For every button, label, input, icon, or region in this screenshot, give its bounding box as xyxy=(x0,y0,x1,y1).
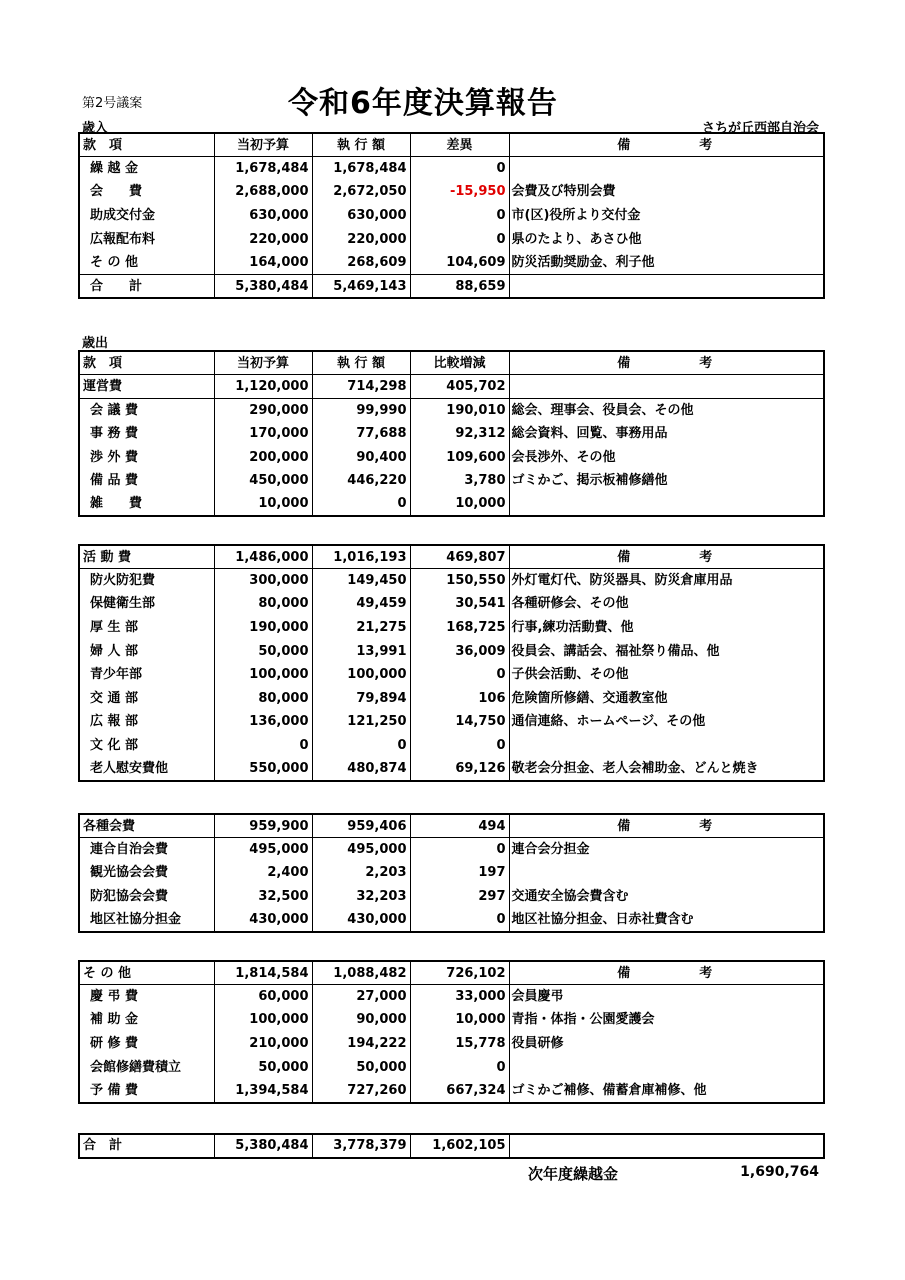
table-row xyxy=(79,861,824,885)
actual-cell: 13,991 xyxy=(312,639,410,663)
actual-cell: 27,000 xyxy=(312,985,410,1009)
table-row xyxy=(79,838,824,862)
diff-cell: 0 xyxy=(410,204,509,228)
budget-cell: 2,400 xyxy=(214,861,312,885)
note-cell xyxy=(509,157,824,181)
organization-name: さちが丘西部自治会 xyxy=(701,121,819,136)
diff-cell: -15,950 xyxy=(410,180,509,204)
actual-cell: 21,275 xyxy=(312,616,410,640)
note-cell xyxy=(509,375,824,399)
note-cell: 会長渉外、その他 xyxy=(509,445,824,469)
actual-cell: 99,990 xyxy=(312,398,410,422)
budget-cell: 550,000 xyxy=(214,757,312,781)
actual-cell: 268,609 xyxy=(312,251,410,275)
total-budget: 5,380,484 xyxy=(214,1134,312,1158)
budget-cell: 210,000 xyxy=(214,1032,312,1056)
item-name: 防火防犯費 xyxy=(79,569,214,593)
table-header xyxy=(79,351,824,375)
budget-cell: 1,120,000 xyxy=(214,375,312,399)
header-budget: 当初予算 xyxy=(214,133,312,157)
item-name: 研 修 費 xyxy=(79,1032,214,1056)
table-row xyxy=(79,493,824,517)
item-name: 運営費 xyxy=(79,375,214,399)
diff-cell: 494 xyxy=(410,814,509,838)
table-row xyxy=(79,469,824,493)
total-diff: 1,602,105 xyxy=(410,1134,509,1158)
item-name: 交 通 部 xyxy=(79,687,214,711)
budget-cell: 136,000 xyxy=(214,710,312,734)
actual-cell: 0 xyxy=(312,493,410,517)
budget-cell: 495,000 xyxy=(214,838,312,862)
table-row xyxy=(79,422,824,446)
table-row xyxy=(79,639,824,663)
actual-cell: 480,874 xyxy=(312,757,410,781)
actual-cell: 495,000 xyxy=(312,838,410,862)
item-name: 会 議 費 xyxy=(79,398,214,422)
budget-cell: 1,814,584 xyxy=(214,961,312,985)
diff-cell: 36,009 xyxy=(410,639,509,663)
document-number: 第2号議案 xyxy=(82,96,143,111)
item-name: 慶 弔 費 xyxy=(79,985,214,1009)
table-row xyxy=(79,710,824,734)
budget-cell: 200,000 xyxy=(214,445,312,469)
table-row xyxy=(79,734,824,758)
note-cell: 会員慶弔 xyxy=(509,985,824,1009)
item-name: 広報配布料 xyxy=(79,227,214,251)
section-header-row xyxy=(79,814,824,838)
note-cell: 会費及び特別会費 xyxy=(509,180,824,204)
budget-cell: 60,000 xyxy=(214,985,312,1009)
table-row xyxy=(79,251,824,275)
actual-cell: 1,678,484 xyxy=(312,157,410,181)
diff-cell: 469,807 xyxy=(410,545,509,569)
item-name: 各種会費 xyxy=(79,814,214,838)
actual-cell: 0 xyxy=(312,734,410,758)
diff-cell: 10,000 xyxy=(410,493,509,517)
diff-cell: 168,725 xyxy=(410,616,509,640)
actual-cell: 100,000 xyxy=(312,663,410,687)
note-cell: 危険箇所修繕、交通教室他 xyxy=(509,687,824,711)
table-row xyxy=(79,445,824,469)
diff-cell: 197 xyxy=(410,861,509,885)
table-row xyxy=(79,1032,824,1056)
diff-cell: 92,312 xyxy=(410,422,509,446)
item-name: 青少年部 xyxy=(79,663,214,687)
note-cell: 備 考 xyxy=(509,545,824,569)
diff-cell: 297 xyxy=(410,885,509,909)
note-cell: 青指・体指・公園愛護会 xyxy=(509,1008,824,1032)
diff-cell: 15,778 xyxy=(410,1032,509,1056)
note-cell: 通信連絡、ホームページ、その他 xyxy=(509,710,824,734)
expense-table-other xyxy=(78,960,825,1104)
budget-cell: 1,486,000 xyxy=(214,545,312,569)
table-row xyxy=(79,616,824,640)
total-label: 合 計 xyxy=(79,1134,214,1158)
page-title: 令和6年度決算報告 xyxy=(288,86,558,121)
carryover-label: 次年度繰越金 xyxy=(528,1165,619,1183)
budget-cell: 100,000 xyxy=(214,663,312,687)
item-name: 予 備 費 xyxy=(79,1079,214,1103)
actual-cell: 79,894 xyxy=(312,687,410,711)
budget-cell: 1,394,584 xyxy=(214,1079,312,1103)
note-cell: 備 考 xyxy=(509,961,824,985)
item-name: 補 助 金 xyxy=(79,1008,214,1032)
header-actual: 執 行 額 xyxy=(312,133,410,157)
budget-cell: 430,000 xyxy=(214,908,312,932)
item-name: 厚 生 部 xyxy=(79,616,214,640)
diff-cell: 405,702 xyxy=(410,375,509,399)
income-total-row xyxy=(79,275,824,299)
actual-cell: 2,672,050 xyxy=(312,180,410,204)
table-row xyxy=(79,885,824,909)
budget-cell: 290,000 xyxy=(214,398,312,422)
actual-cell: 50,000 xyxy=(312,1055,410,1079)
item-name: 活 動 費 xyxy=(79,545,214,569)
actual-cell: 727,260 xyxy=(312,1079,410,1103)
actual-cell: 630,000 xyxy=(312,204,410,228)
table-row xyxy=(79,204,824,228)
note-cell xyxy=(509,734,824,758)
note-cell: 子供会活動、その他 xyxy=(509,663,824,687)
expense-table-activities xyxy=(78,544,825,782)
actual-cell: 220,000 xyxy=(312,227,410,251)
item-name: 連合自治会費 xyxy=(79,838,214,862)
note-cell: ゴミかご、掲示板補修繕他 xyxy=(509,469,824,493)
diff-cell: 150,550 xyxy=(410,569,509,593)
expense-table-operations xyxy=(78,350,825,517)
budget-cell: 2,688,000 xyxy=(214,180,312,204)
expense-label: 歳出 xyxy=(82,336,109,351)
note-cell: 防災活動奨励金、利子他 xyxy=(509,251,824,275)
actual-cell: 194,222 xyxy=(312,1032,410,1056)
diff-cell: 104,609 xyxy=(410,251,509,275)
budget-cell: 10,000 xyxy=(214,493,312,517)
item-name: 渉 外 費 xyxy=(79,445,214,469)
header-budget: 当初予算 xyxy=(214,351,312,375)
diff-cell: 190,010 xyxy=(410,398,509,422)
item-name: 観光協会会費 xyxy=(79,861,214,885)
item-name: そ の 他 xyxy=(79,961,214,985)
note-cell: 役員研修 xyxy=(509,1032,824,1056)
note-cell xyxy=(509,861,824,885)
note-cell: 敬老会分担金、老人会補助金、どんと焼き xyxy=(509,757,824,781)
carryover-value: 1,690,764 xyxy=(740,1164,819,1180)
diff-cell: 14,750 xyxy=(410,710,509,734)
expense-total-table xyxy=(78,1133,825,1159)
diff-cell: 106 xyxy=(410,687,509,711)
header-item: 款 項 xyxy=(79,133,214,157)
income-label: 歳入 xyxy=(82,121,109,136)
budget-cell: 959,900 xyxy=(214,814,312,838)
diff-cell: 109,600 xyxy=(410,445,509,469)
table-row xyxy=(79,757,824,781)
diff-cell: 10,000 xyxy=(410,1008,509,1032)
diff-cell: 30,541 xyxy=(410,592,509,616)
diff-cell: 69,126 xyxy=(410,757,509,781)
actual-cell: 2,203 xyxy=(312,861,410,885)
actual-cell: 77,688 xyxy=(312,422,410,446)
note-cell: 総会、理事会、役員会、その他 xyxy=(509,398,824,422)
budget-cell: 1,678,484 xyxy=(214,157,312,181)
budget-cell: 450,000 xyxy=(214,469,312,493)
item-name: 会館修繕費積立 xyxy=(79,1055,214,1079)
diff-cell: 3,780 xyxy=(410,469,509,493)
budget-cell: 630,000 xyxy=(214,204,312,228)
diff-cell: 667,324 xyxy=(410,1079,509,1103)
item-name: 防犯協会会費 xyxy=(79,885,214,909)
budget-cell: 300,000 xyxy=(214,569,312,593)
note-cell: 役員会、講話会、福祉祭り備品、他 xyxy=(509,639,824,663)
item-name: 地区社協分担金 xyxy=(79,908,214,932)
header-actual: 執 行 額 xyxy=(312,351,410,375)
actual-cell: 90,400 xyxy=(312,445,410,469)
header-diff: 差異 xyxy=(410,133,509,157)
total-note xyxy=(509,275,824,299)
table-row xyxy=(79,398,824,422)
note-cell: 市(区)役所より交付金 xyxy=(509,204,824,228)
note-cell: 各種研修会、その他 xyxy=(509,592,824,616)
note-cell xyxy=(509,1055,824,1079)
diff-cell: 0 xyxy=(410,663,509,687)
budget-cell: 50,000 xyxy=(214,1055,312,1079)
actual-cell: 49,459 xyxy=(312,592,410,616)
actual-cell: 1,016,193 xyxy=(312,545,410,569)
actual-cell: 90,000 xyxy=(312,1008,410,1032)
item-name: 婦 人 部 xyxy=(79,639,214,663)
budget-cell: 50,000 xyxy=(214,639,312,663)
diff-cell: 0 xyxy=(410,1055,509,1079)
item-name: 備 品 費 xyxy=(79,469,214,493)
total-actual: 5,469,143 xyxy=(312,275,410,299)
actual-cell: 149,450 xyxy=(312,569,410,593)
section-header-row xyxy=(79,545,824,569)
diff-cell: 0 xyxy=(410,734,509,758)
note-cell: ゴミかご補修、備蓄倉庫補修、他 xyxy=(509,1079,824,1103)
diff-cell: 726,102 xyxy=(410,961,509,985)
item-name: そ の 他 xyxy=(79,251,214,275)
budget-cell: 100,000 xyxy=(214,1008,312,1032)
section-header-row xyxy=(79,375,824,399)
note-cell: 交通安全協会費含む xyxy=(509,885,824,909)
item-name: 保健衛生部 xyxy=(79,592,214,616)
item-name: 広 報 部 xyxy=(79,710,214,734)
table-row xyxy=(79,592,824,616)
item-name: 繰 越 金 xyxy=(79,157,214,181)
header-diff: 比較増減 xyxy=(410,351,509,375)
budget-cell: 80,000 xyxy=(214,687,312,711)
header-item: 款 項 xyxy=(79,351,214,375)
item-name: 事 務 費 xyxy=(79,422,214,446)
budget-cell: 170,000 xyxy=(214,422,312,446)
actual-cell: 714,298 xyxy=(312,375,410,399)
note-cell: 県のたより、あさひ他 xyxy=(509,227,824,251)
budget-cell: 190,000 xyxy=(214,616,312,640)
actual-cell: 32,203 xyxy=(312,885,410,909)
budget-cell: 80,000 xyxy=(214,592,312,616)
budget-cell: 0 xyxy=(214,734,312,758)
diff-cell: 0 xyxy=(410,908,509,932)
total-actual: 3,778,379 xyxy=(312,1134,410,1158)
table-row xyxy=(79,569,824,593)
note-cell: 備 考 xyxy=(509,814,824,838)
item-name: 助成交付金 xyxy=(79,204,214,228)
budget-cell: 32,500 xyxy=(214,885,312,909)
header-note: 備 考 xyxy=(509,351,824,375)
expense-table-fees xyxy=(78,813,825,933)
table-header xyxy=(79,133,824,157)
table-row xyxy=(79,985,824,1009)
table-row xyxy=(79,1079,824,1103)
item-name: 老人慰安費他 xyxy=(79,757,214,781)
table-row xyxy=(79,180,824,204)
note-cell: 総会資料、回覧、事務用品 xyxy=(509,422,824,446)
item-name: 雑 費 xyxy=(79,493,214,517)
budget-cell: 164,000 xyxy=(214,251,312,275)
note-cell xyxy=(509,493,824,517)
table-row xyxy=(79,227,824,251)
note-cell: 外灯電灯代、防災器具、防災倉庫用品 xyxy=(509,569,824,593)
item-name: 文 化 部 xyxy=(79,734,214,758)
actual-cell: 121,250 xyxy=(312,710,410,734)
diff-cell: 0 xyxy=(410,227,509,251)
item-name: 会 費 xyxy=(79,180,214,204)
table-row xyxy=(79,157,824,181)
income-table xyxy=(78,132,825,299)
table-row xyxy=(79,1008,824,1032)
section-header-row xyxy=(79,961,824,985)
actual-cell: 446,220 xyxy=(312,469,410,493)
expense-total-row xyxy=(79,1134,824,1158)
total-note xyxy=(509,1134,824,1158)
table-row xyxy=(79,1055,824,1079)
total-diff: 88,659 xyxy=(410,275,509,299)
note-cell: 行事,練功活動費、他 xyxy=(509,616,824,640)
actual-cell: 430,000 xyxy=(312,908,410,932)
total-budget: 5,380,484 xyxy=(214,275,312,299)
note-cell: 連合会分担金 xyxy=(509,838,824,862)
actual-cell: 959,406 xyxy=(312,814,410,838)
table-row xyxy=(79,663,824,687)
header-note: 備 考 xyxy=(509,133,824,157)
diff-cell: 0 xyxy=(410,838,509,862)
actual-cell: 1,088,482 xyxy=(312,961,410,985)
diff-cell: 0 xyxy=(410,157,509,181)
diff-cell: 33,000 xyxy=(410,985,509,1009)
table-row xyxy=(79,908,824,932)
note-cell: 地区社協分担金、日赤社費含む xyxy=(509,908,824,932)
table-row xyxy=(79,687,824,711)
budget-cell: 220,000 xyxy=(214,227,312,251)
total-label: 合 計 xyxy=(79,275,214,299)
